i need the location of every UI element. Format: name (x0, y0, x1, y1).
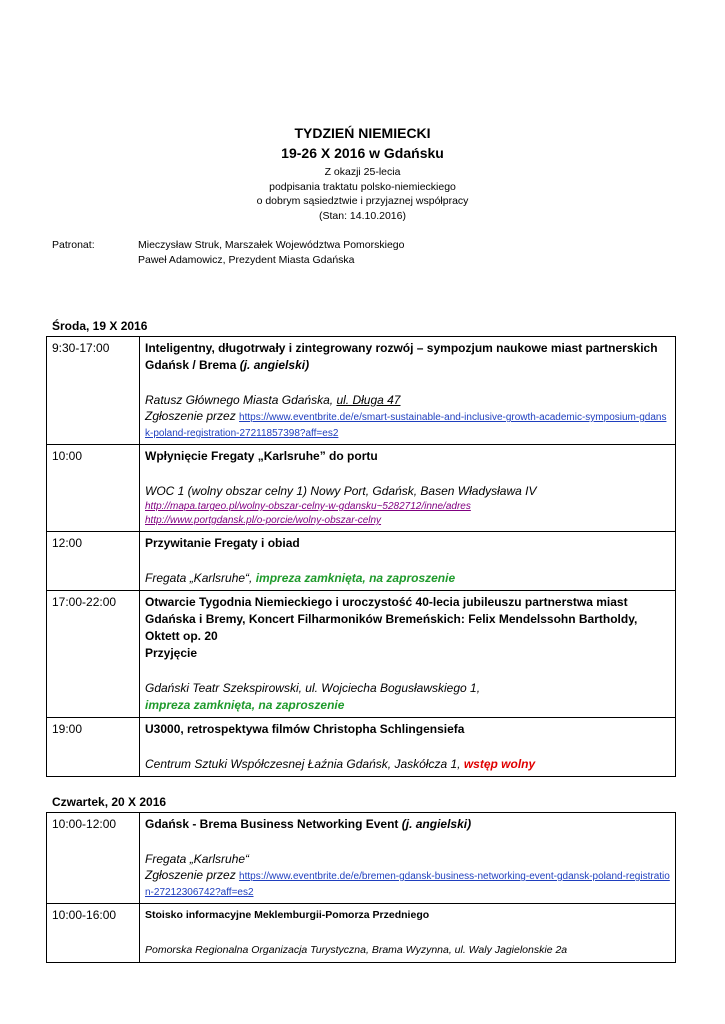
free-entry-note: wstęp wolny (463, 757, 536, 771)
event-place (145, 756, 670, 773)
schedule-table-thursday (46, 812, 676, 963)
subtitle-line-1: Z okazji 25-lecia (324, 166, 401, 178)
port-link[interactable]: http://www.portgdansk.pl/o-porcie/wolny-obszar-celny (145, 515, 382, 526)
event-title (145, 340, 670, 374)
event-details (140, 337, 676, 445)
event-place-text: Fregata „Karlsruhe“, (145, 571, 256, 585)
event-details (140, 904, 676, 963)
registration-link[interactable]: https://www.eventbrite.de/e/bremen-gdansk-business-networking-event-gdansk-poland-registration-27212306742?aff=es2 (145, 871, 670, 898)
event-details (140, 532, 676, 591)
subtitle-line-3: o dobrym sąsiedztwie i przyjaznej współpracy (256, 195, 469, 207)
event-place-text: Ratusz Głównego Miasta Gdańska, (145, 393, 337, 407)
subtitle-line-2: podpisania traktatu polsko-niemieckiego (269, 180, 456, 193)
event-time: 10:00-16:00 (47, 904, 140, 963)
event-title: Wpłynięcie Fregaty „Karlsruhe” do portu (145, 449, 378, 463)
table-row (47, 904, 676, 963)
registration-label: Zgłoszenie przez (145, 409, 240, 423)
patron-marshal: Mieczysław Struk, Marszałek Województwa Pomorskiego (138, 239, 405, 251)
event-place-text: Centrum Sztuki Współczesnej Łaźnia Gdańsk, Jaskółcza 1, (145, 757, 464, 771)
event-place (145, 392, 670, 409)
registration-link[interactable]: https://www.eventbrite.de/e/smart-sustainable-and-inclusive-growth-academic-symposium-gdansk-poland-registration-27211857398?aff=es2 (145, 412, 667, 439)
event-place: WOC 1 (wolny obszar celny 1) Nowy Port, Gdańsk, Basen Władysława IV (145, 484, 537, 498)
event-time: 17:00-22:00 (47, 591, 140, 718)
event-language: (j. angielski) (401, 817, 472, 831)
event-time: 10:00-12:00 (47, 813, 140, 904)
event-title-text: Inteligentny, długotrwały i zintegrowany rozwój – sympozjum naukowe miast partnerskich Gdańsk / Brema (145, 341, 658, 372)
event-details (140, 813, 676, 904)
event-address: ul. Długa 47 (336, 393, 401, 407)
event-title (145, 816, 670, 833)
registration-label: Zgłoszenie przez (145, 868, 240, 882)
table-row (47, 445, 676, 532)
table-row (47, 718, 676, 777)
map-link[interactable]: http://mapa.targeo.pl/wolny-obszar-celny-w-gdansku~5282712/inne/adres (145, 501, 471, 512)
event-title: Stoisko informacyjne Meklemburgii-Pomorza Przedniego (145, 909, 430, 921)
event-details (140, 591, 676, 718)
event-time: 10:00 (47, 445, 140, 532)
event-time: 9:30-17:00 (47, 337, 140, 445)
doc-dates: 19-26 X 2016 w Gdańsku (281, 145, 444, 161)
day-heading-wednesday: Środa, 19 X 2016 (52, 319, 148, 333)
event-place: Pomorska Regionalna Organizacja Turystyczna, Brama Wyzynna, ul. Waly Jagielonskie 2a (145, 944, 568, 956)
doc-title: TYDZIEŃ NIEMIECKI (294, 125, 431, 141)
invitation-only-note: impreza zamknięta, na zaproszenie (145, 698, 345, 712)
invitation-only-note: impreza zamknięta, na zaproszenie (255, 571, 456, 585)
table-row (47, 532, 676, 591)
event-title: Przywitanie Fregaty i obiad (145, 536, 300, 550)
table-row (47, 813, 676, 904)
table-row (47, 337, 676, 445)
event-title-text: Gdańsk - Brema Business Networking Event (145, 817, 402, 831)
event-details (140, 445, 676, 532)
event-subtitle: Przyjęcie (145, 646, 198, 660)
day-heading-thursday: Czwartek, 20 X 2016 (52, 795, 167, 809)
status-date: (Stan: 14.10.2016) (319, 209, 406, 222)
event-place: Gdański Teatr Szekspirowski, ul. Wojciecha Bogusławskiego 1, (145, 681, 481, 695)
event-time: 19:00 (47, 718, 140, 777)
event-details (140, 718, 676, 777)
patron-label: Patronat: (52, 239, 95, 251)
schedule-table-wednesday (46, 336, 676, 777)
event-time: 12:00 (47, 532, 140, 591)
event-registration (145, 409, 670, 441)
event-title: Otwarcie Tygodnia Niemieckiego i uroczystość 40-lecia jubileuszu partnerstwa miast Gdańska i Bremy, Koncert Filharmoników Bremeńskich: Felix Mendelssohn Bartholdy, Oktett op. 20 (145, 595, 638, 643)
patron-mayor: Paweł Adamowicz, Prezydent Miasta Gdańska (138, 254, 355, 266)
table-row (47, 591, 676, 718)
event-place: Fregata „Karlsruhe“ (145, 852, 250, 866)
event-place (145, 570, 670, 587)
event-title: U3000, retrospektywa filmów Christopha Schlingensiefa (145, 722, 465, 736)
event-language: (j. angielski) (239, 358, 310, 372)
event-registration (145, 868, 670, 900)
